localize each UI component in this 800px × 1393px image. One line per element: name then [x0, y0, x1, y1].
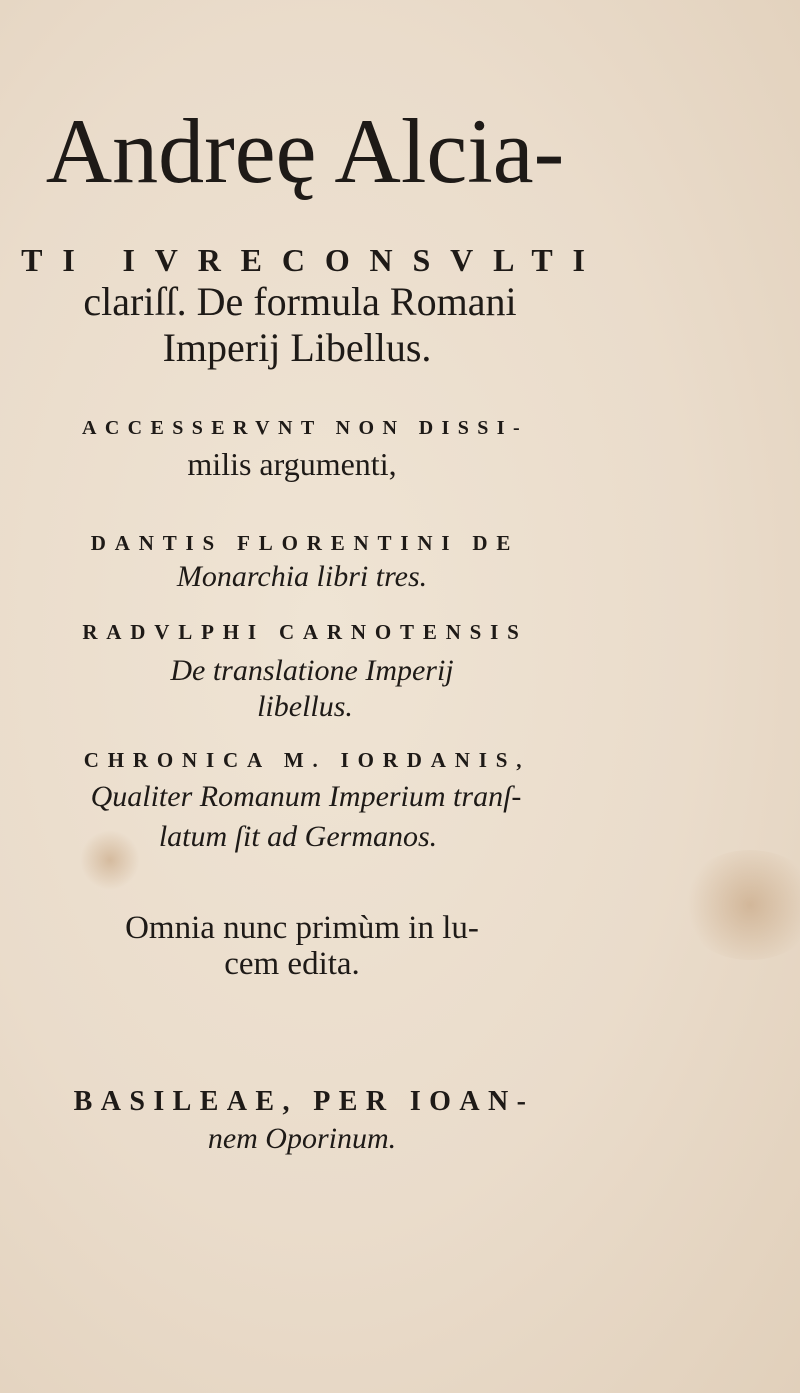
omnia-line-2: cem edita.	[224, 946, 360, 982]
imprint-line-2: nem Oporinum.	[207, 1122, 397, 1155]
title-line-2: TI IVRECONSVLTI	[21, 242, 605, 278]
chronica-line-1: CHRONICA M. IORDANIS,	[83, 748, 531, 772]
radulph-line-1: RADVLPHI CARNOTENSIS	[82, 620, 528, 644]
radulph-line-3: libellus.	[257, 690, 353, 723]
title-line-3: clariſſ. De formula Romani	[83, 279, 517, 324]
chronica-line-3: latum ſit ad Germanos.	[158, 820, 438, 853]
imprint-line-1: BASILEAE, PER IOAN-	[73, 1086, 535, 1117]
accesserunt-line-2: milis argumenti,	[187, 446, 397, 482]
dante-line-2: Monarchia libri tres.	[176, 560, 428, 593]
omnia-line-1: Omnia nunc primùm in lu-	[125, 910, 479, 946]
radulph-line-2: De translatione Imperij	[170, 654, 454, 687]
title-line-4: Imperij Libellus.	[162, 325, 432, 370]
accesserunt-line-1: ACCESSERVNT NON DISSI-	[81, 417, 529, 439]
chronica-line-2: Qualiter Romanum Imperium tranſ-	[90, 780, 522, 813]
dante-line-1: DANTIS FLORENTINI DE	[90, 531, 520, 555]
title-line-1: Andreę Alcia-	[45, 100, 565, 202]
